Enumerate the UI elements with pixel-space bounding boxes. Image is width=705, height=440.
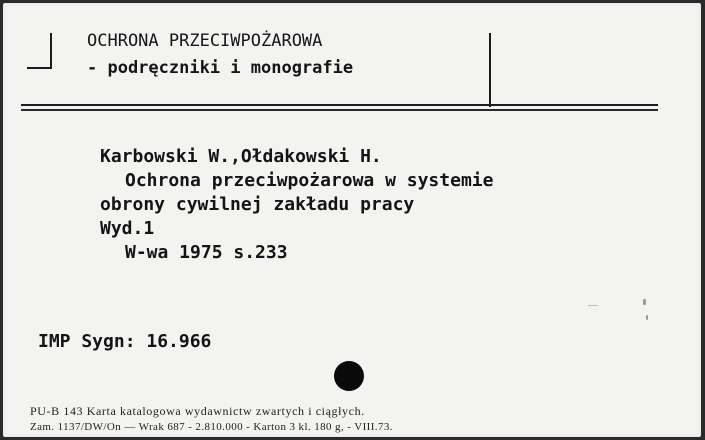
footer-print-line: Zam. 1137/DW/On — Wrak 687 - 2.810.000 - Karton 3 kl. 180 g, - VIII.73. <box>30 421 393 433</box>
card-category-subtitle: - podręczniki i monografie <box>87 58 354 78</box>
header-corner-mark-vertical <box>50 33 52 69</box>
paper-speck <box>646 315 648 320</box>
catalog-card <box>3 3 701 437</box>
footer-form-line: PU-B 143 Karta katalogowa wydawnictw zwartych i ciągłych. <box>30 404 365 418</box>
record-signature: IMP Sygn: 16.966 <box>38 331 212 352</box>
paper-speck <box>588 305 598 306</box>
punch-hole <box>334 361 364 391</box>
header-rule-top <box>21 104 658 106</box>
paper-speck <box>643 299 646 305</box>
record-authors: Karbowski W.,Ołdakowski H. <box>100 146 382 167</box>
header-rule-bottom <box>21 109 658 111</box>
header-divider-vertical <box>489 33 491 107</box>
record-edition: Wyd.1 <box>100 218 155 239</box>
card-category-title: OCHRONA PRZECIWPOŻAROWA <box>87 31 323 51</box>
header-corner-mark-horizontal <box>27 67 52 69</box>
record-title-line-2: obrony cywilnej zakładu pracy <box>100 194 415 215</box>
record-publication: W-wa 1975 s.233 <box>125 242 288 263</box>
record-title-line-1: Ochrona przeciwpożarowa w systemie <box>125 170 494 191</box>
